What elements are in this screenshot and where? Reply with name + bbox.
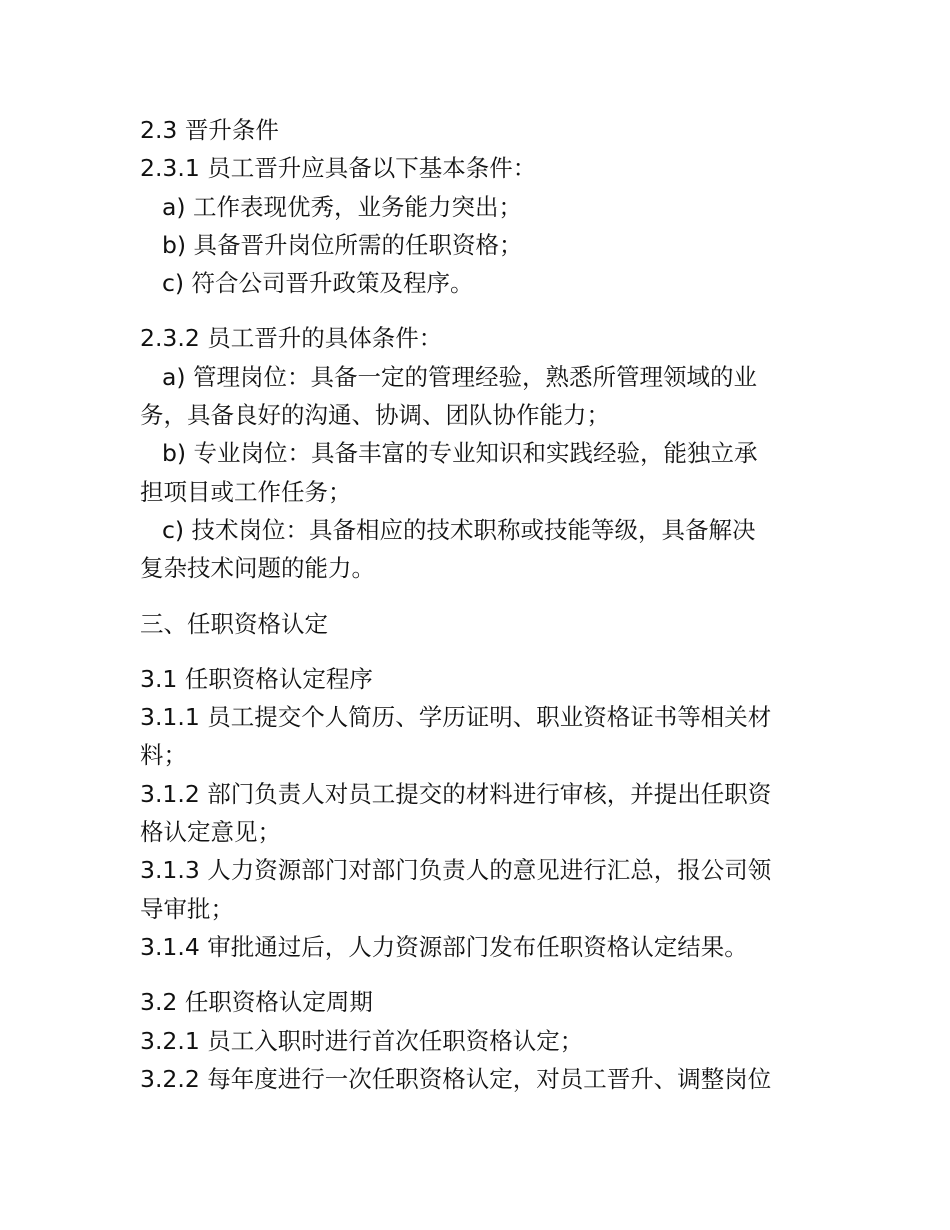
clause-text: 3.1.2 部门负责人对员工提交的材料进行审核，并提出任职资 xyxy=(140,779,772,808)
clause-text: 3.1.1 员工提交个人简历、学历证明、职业资格证书等相关材 xyxy=(140,703,772,732)
list-item: b) 专业岗位：具备丰富的专业知识和实践经验，能独立承 xyxy=(162,439,758,468)
list-item: c) 技术岗位：具备相应的技术职称或技能等级，具备解决 xyxy=(162,515,756,544)
clause-continuation: 导审批； xyxy=(140,894,234,923)
clause-text: 2.3.1 员工晋升应具备以下基本条件： xyxy=(140,154,537,183)
clause-continuation: 格认定意见； xyxy=(140,818,281,847)
clause-text: 3.1.4 审批通过后，人力资源部门发布任职资格认定结果。 xyxy=(140,932,748,961)
paragraph-gap xyxy=(140,966,812,983)
clause-text: 3.2.1 员工入职时进行首次任职资格认定； xyxy=(140,1026,584,1055)
clause-text: 2.3.2 员工晋升的具体条件： xyxy=(140,324,443,353)
section-heading: 2.3 晋升条件 xyxy=(140,116,279,144)
paragraph-gap xyxy=(140,588,812,605)
paragraph-gap xyxy=(140,302,812,319)
clause-text: 3.1.3 人力资源部门对部门负责人的意见进行汇总，报公司领 xyxy=(140,856,772,885)
clause-text: 3.2.2 每年度进行一次任职资格认定，对员工晋升、调整岗位 xyxy=(140,1064,772,1093)
chapter-heading: 三、任职资格认定 xyxy=(140,609,328,638)
clause-continuation: 料； xyxy=(140,741,187,770)
list-item: a) 工作表现优秀，业务能力突出； xyxy=(162,192,523,221)
list-item: c) 符合公司晋升政策及程序。 xyxy=(162,269,474,298)
paragraph-gap xyxy=(140,643,812,660)
section-heading: 3.2 任职资格认定周期 xyxy=(140,988,373,1017)
list-item: a) 管理岗位：具备一定的管理经验，熟悉所管理领域的业 xyxy=(162,362,758,391)
list-item-continuation: 担项目或工作任务； xyxy=(140,477,352,506)
list-item: b) 具备晋升岗位所需的任职资格； xyxy=(162,230,523,259)
section-heading: 3.1 任职资格认定程序 xyxy=(140,664,373,693)
document-page xyxy=(140,111,812,1098)
list-item-continuation: 务，具备良好的沟通、协调、团队协作能力； xyxy=(140,401,610,430)
list-item-continuation: 复杂技术问题的能力。 xyxy=(140,554,375,583)
